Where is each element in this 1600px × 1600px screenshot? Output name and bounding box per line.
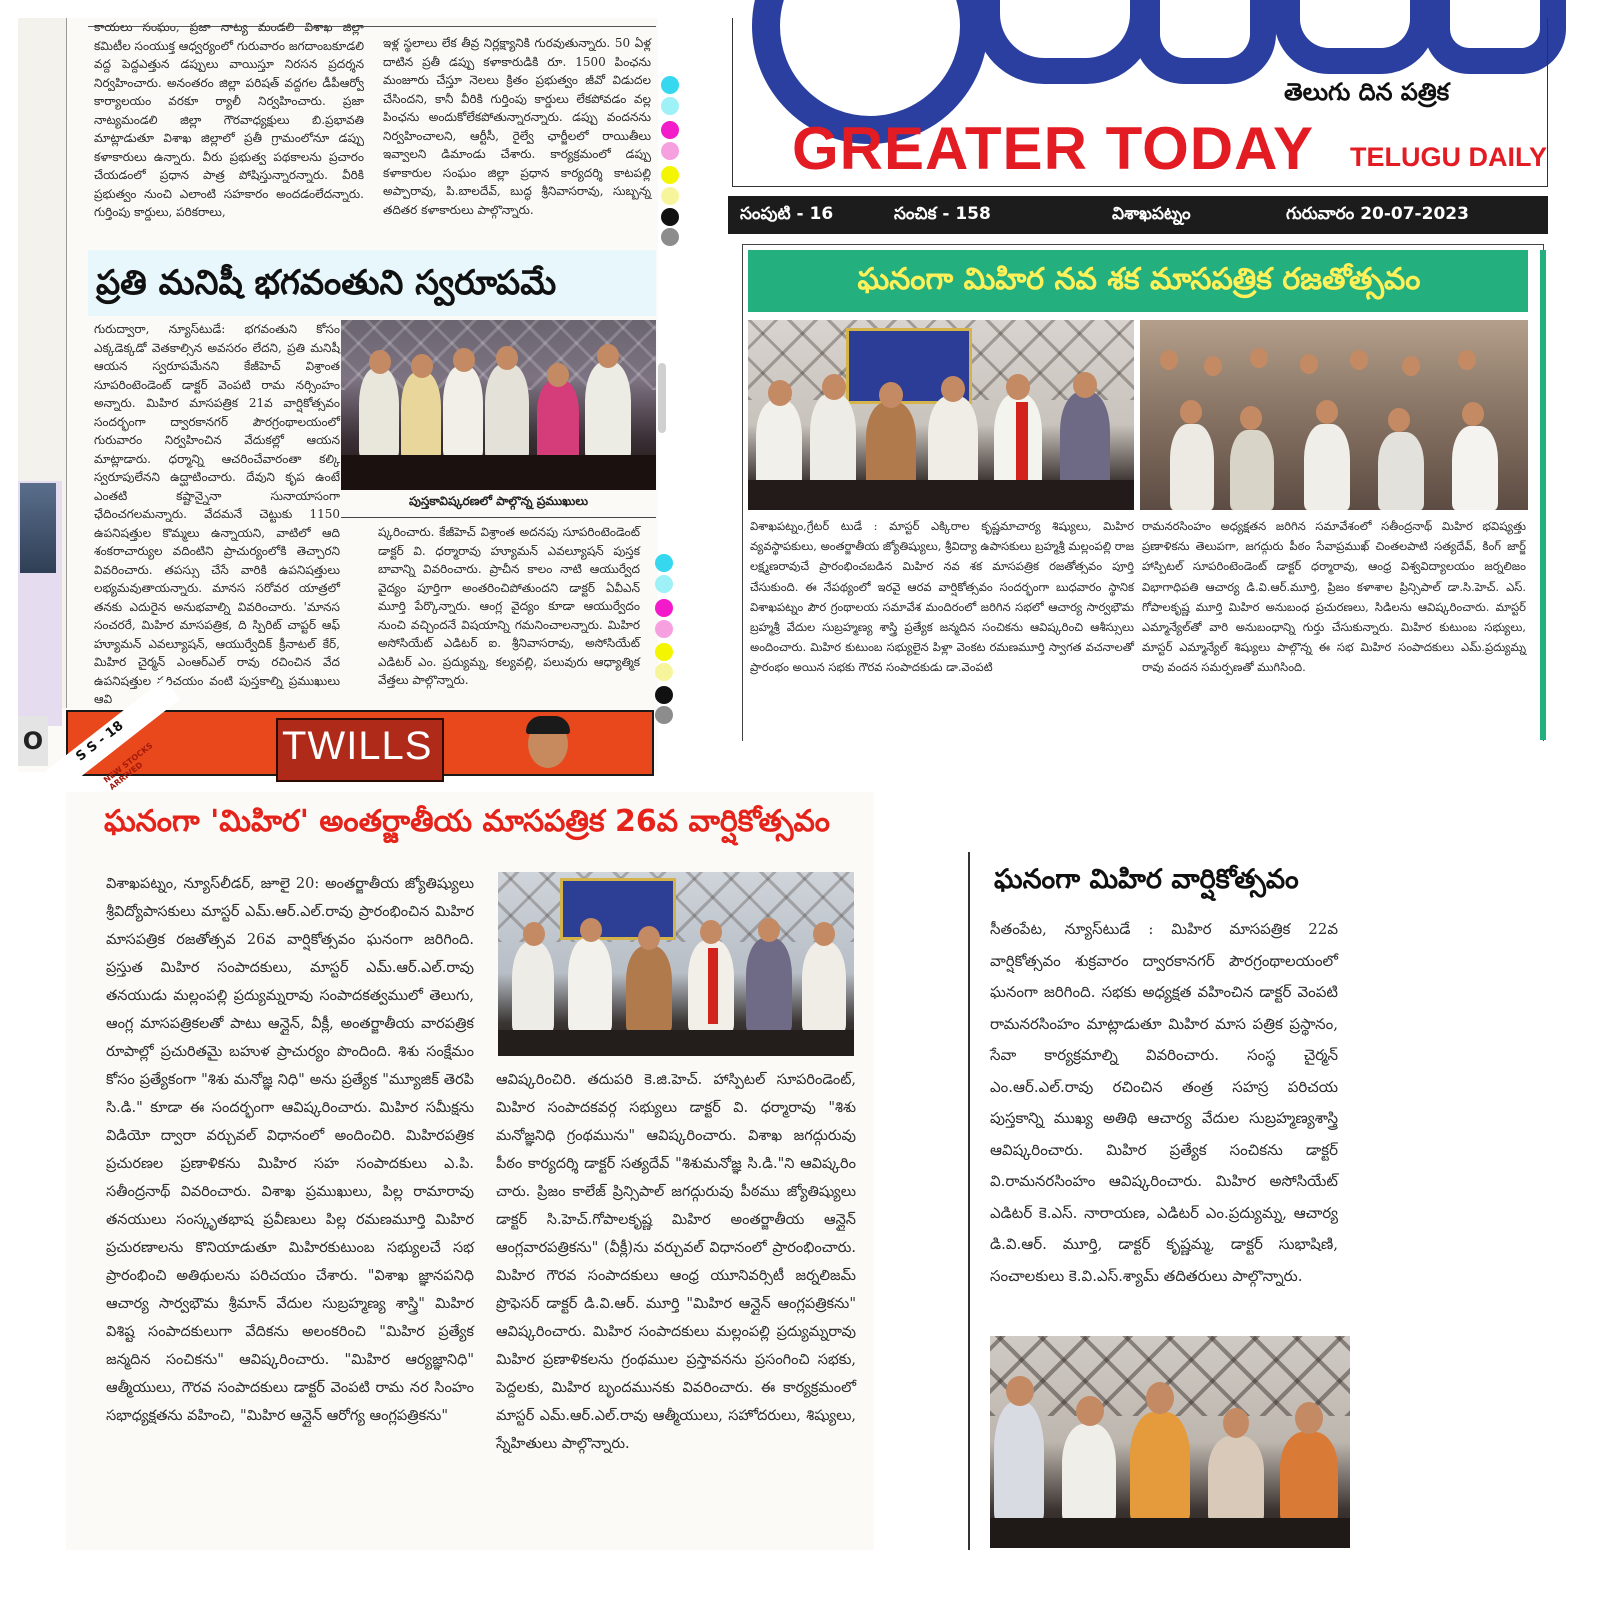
guest-1 [756,400,802,490]
audience-head-11 [1388,408,1410,432]
audience-head-3 [1250,348,1268,368]
guest-2 [810,394,856,490]
audience-body-5 [1452,426,1498,510]
person-2-head [411,354,433,378]
edge-letter: O [18,716,48,766]
photo-stage-guests [748,320,1134,510]
photo-table [341,455,656,490]
registration-mark-grey [661,228,679,246]
ad-brand: TWILLS [282,724,433,768]
scroll-handle [658,363,666,433]
person-3-head [453,348,475,372]
photo-table [990,1518,1350,1548]
audience-head-6 [1402,356,1420,376]
registration-mark-yellow-light-2 [655,663,673,681]
date-label: గురువారం 20-07-2023 [1286,204,1469,224]
participant-5-head [1295,1402,1323,1434]
registration-mark-black [661,208,679,226]
guest-6 [1060,392,1110,490]
audience-body-2 [1230,430,1274,510]
registration-mark-magenta-light-2 [655,620,673,638]
participant-2 [1062,1424,1116,1522]
telugu-subtitle: తెలుగు దిన పత్రిక [1284,78,1450,106]
ad-stocks: NEW STOCKS ARRIVED [101,740,155,792]
participant-4 [1208,1436,1264,1522]
photo-dignitaries [498,872,854,1056]
guest-4-head [941,376,965,402]
caption-underline [341,517,656,518]
article-text-col1: కాయలు సంఘం, ప్రజా నాట్య మండలి విశాఖ జిల్లా కమిటీల సంయుక్త ఆధ్వర్యంలో గురువారం జగదాంబకూడలి వద్ద పెద్దఎత్తున డప్పులు వాయిస్తూ నిరసన ప్రదర్శన నిర్వహించారు. అనంతరం జిల్లా పరిషత్ వద్దగల డీపీఆర్వో కార్యాలయం వరకూ ర్యాలీ నిర్వహించారు. ప్రజా నాట్యమండలి జిల్లా గౌరవాధ్యక్షులు బి.ప్రభావతి మాట్లాడుతూ విశాఖ జిల్లాలో ప్రతీ గ్రామంలోనూ డప్పు కళాకారులు ఉన్నారు. వీరు ప్రభుత్వ పథకాలను ప్రచారం చేయడంలో ప్రధాన పాత్ర పోషిస్తున్నారన్నారు. వీరికి ప్రభుత్వం నుంచి ఎలాంటి సహకారం అందడంలేదన్నారు. గుర్తింపు కార్డులు, పరికరాలు, [94,20,364,219]
dignitary-6 [802,942,846,1032]
guest-3 [866,402,916,490]
volume-label: సంపుటి - 16 [740,204,834,224]
registration-mark-cyan-2 [655,554,673,572]
dignitary-4-scarf [708,948,718,1024]
article-body-right: రామనరసింహం అధ్యక్షతన జరిగిన సమావేశంలో సతీంద్రనాథ్ మిహిర భవిష్యత్తు ప్రణాళికను తెలుపగా, జగద్గురు పీఠం సేవాప్రముఖ్ చింతలపాటి సత్యదేవ్, కింగ్ జార్జ్ హాస్పిటల్ సూపరింటెండెంట్ డాక్టర్ ధర్మారావు, ఆంధ్ర విశ్వవిద్యాలయం జర్నలిజం విభాగాధిపతి ఆచార్య డి.వి.ఆర్.మూర్తి, ప్రిజం కళాశాల ప్రిన్సిపాల్ డా.సి.హెచ్. ఎస్. గోపాలకృష్ణ మూర్తి మిహిర అనుబంధ ప్రచురణలు, సిడిలను ఆవిష్కరించారు. మాస్టర్ ఎమ్మాన్యేల్‌తో వారి అనుబంధాన్ని గుర్తు చేసుకున్నారు. మిహిర కుటుంబ సభ్యులు, మాస్టర్ ఎమ్మాన్యేల్ శిష్యులు పాల్గొన్న ఈ సభ మిహిర సంపాదకులు ఎమ్.ప్రద్యుమ్న రావు వందన సమర్పణతో ముగిసింది. [1142,519,1526,675]
photo-table [748,480,1134,510]
person-4 [485,364,529,460]
audience-head-5 [1350,350,1368,370]
photo-table [498,1030,854,1056]
article-body-right: ఆవిష్కరించిరి. తదుపరి కె.జి.హెచ్. హాస్పిటల్ సూపరిండెంట్, మిహిర సంపాదకవర్గ సభ్యులు డాక్టర్ వి. ధర్మారావు "శిశు మనోజ్ఞనిధి గ్రంథమును" ఆవిష్కరించారు. విశాఖ జగద్గురువు పీఠం కార్యదర్శి డాక్టర్ సత్యదేవ్ "శిశుమనోజ్ఞ సి.డి."ని ఆవిష్కరిం చారు. ప్రిజం కాలేజ్ ప్రిన్సిపాల్ జగద్గురువు పీఠము జ్యోతిష్యులు డాక్టర్ సి.హెచ్.గోపాలకృష్ణ మిహిర అంతర్జాతీయ ఆన్లైన్ ఆంగ్లవారపత్రికను" (వీక్లీ)ను వర్చువల్ విధానంలో ప్రారంభించారు. మిహిర గౌరవ సంపాదకులు ఆంధ్ర యూనివర్సిటీ జర్నలిజమ్ ప్రొఫెసర్ డాక్టర్ డి.వి.ఆర్. మూర్తి "మిహిర ఆన్లైన్ ఆంగ్లపత్రికను" ఆవిష్కరించారు. మిహిర సంపాదకులు మల్లంపల్లి ప్రద్యుమ్నరావు మిహిర ప్రణాళికలను గ్రంథముల ప్రస్తావనను ప్రసంగించి సభకు, పెద్దలకు, మిహిర బృందమునకు వివరించారు. ఈ కార్యక్రమంలో మాస్టర్ ఎమ్.ఆర్.ఎల్.రావు ఆత్మీయులు, సహోదరులు, శిష్యులు, స్నేహితులు పాల్గొన్నారు. [496,1072,856,1452]
photo-audience [1140,320,1528,510]
guest-5-head [1006,374,1030,400]
headline: ఘనంగా మిహిర వార్షికోత్సవం [994,864,1299,895]
dignitary-4-head [700,920,722,944]
headline: ఘనంగా 'మిహిర' అంతర్జాతీయ మాసపత్రిక 26వ వార్షికోత్సవం [104,804,830,839]
photo-release [990,1336,1350,1548]
dignitary-1 [512,942,554,1032]
audience-head-4 [1300,354,1318,374]
audience-head-8 [1180,400,1202,424]
registration-mark-yellow-2 [655,643,673,661]
participant-5 [1280,1432,1338,1522]
dignitary-2 [568,938,612,1032]
person-5 [537,380,579,460]
photo-banner [560,878,676,940]
article-body-left: విశాఖపట్నం, న్యూస్‌లీడర్, జూలై 20: అంతర్జాతీయ జ్యోతిష్యులు శ్రీవిద్యోపాసకులు మాస్టర్ ఎమ్.ఆర్.ఎల్.రావు ప్రారంభించిన మిహిర మాసపత్రిక రజతోత్సవ 26వ వార్షికోత్సవం ఘనంగా జరిగింది. ప్రస్తుత మిహిర సంపాదకులు, మాస్టర్ ఎమ్.ఆర్.ఎల్.రావు తనయుడు మల్లంపల్లి ప్రద్యుమ్నరావు సంపాదకత్వములో తెలుగు, ఆంగ్ల మాసపత్రికలతో పాటు ఆన్లైన్, వీక్లీ, అంతర్జాతీయ వారపత్రిక రూపాల్లో ప్రచురితమై బహుళ ప్రాచుర్యం పొందింది. శిశు సంక్షేమం కోసం ప్రత్యేకంగా "శిశు మనోజ్ఞ నిధి" అను ప్రత్యేక "మ్యూజిక్ తెరపి సి.డి." కూడా ఈ సందర్భంగా ఆవిష్కరించారు. మిహిర సమీక్షను విడియో ద్వారా వర్చువల్ విధానంలో అందించిరి. మిహిరపత్రిక ప్రచురణల ప్రణాళికను మిహిర సహ సంపాదకులు ఎ.పి. సతీంద్రనాథ్ వివరించారు. విశాఖ ప్రముఖులు, పిల్ల రామారావు తనయులు సంస్కృతభాష ప్రవీణులు పిల్ల రమణమూర్తి మిహిర ప్రచురణాలను కొనియాడుతూ మిహిరకుటుంబ సభ్యులచే సభ ప్రారంభించి అతిథులను పరిచయం చేశారు. "విశాఖ జ్ఞానపనిధి ఆచార్య సార్వభౌమ శ్రీమాన్ వేదుల సుబ్రహ్మణ్య శాస్త్రి" మిహిర విశిష్ట సంపాదకులుగా వేదికను అలంకరించి "మిహిర ప్రత్యేక జన్మదిన సంచికను" ఆవిష్కరించారు. "మిహిర ఆర్యజ్ఞానిధి" ఆత్మీయులు, గౌరవ సంపాదకులు డాక్టర్ వెంపటి రామ నర సింహం సభాధ్యక్షతను వహించి, "మిహిర ఆన్లైన్ ఆరోగ్య ఆంగ్లపత్రికను" [106,876,474,1424]
audience-head-1 [1160,350,1178,370]
dignitary-5 [746,938,792,1032]
info-bar [728,196,1548,234]
person-3 [443,366,483,458]
audience-head-7 [1458,350,1476,370]
issue-label: సంచిక - 158 [894,204,991,224]
guest-3-head [879,382,903,408]
photo-book-release [341,320,656,490]
person-1-head [369,350,391,374]
person-2 [401,372,441,460]
clipping-news-leader [66,792,874,1550]
ad-model-hair [526,716,570,734]
registration-mark-cyan-light-2 [655,575,673,593]
audience-head-12 [1462,402,1484,426]
registration-mark-magenta-light [661,142,679,160]
dignitary-5-head [758,918,780,942]
guest-5-scarf [1016,402,1028,482]
dignitary-6-head [813,922,835,946]
dignitary-3-head [638,926,660,950]
ad-badge: S S - 18 [73,718,127,765]
photo-lattice [498,872,854,942]
registration-mark-cyan-light [661,97,679,115]
dignitary-3 [626,946,672,1032]
audience-head-2 [1204,356,1222,376]
person-6-head [597,344,619,368]
audience-body-1 [1170,424,1214,510]
photo-caption: పుస్తకావిష్కరణలో పాల్గొన్న ప్రముఖులు [408,494,588,508]
participant-1-head [1006,1376,1034,1406]
registration-mark-magenta-2 [655,599,673,617]
guest-2-head [822,374,846,400]
registration-mark-magenta [661,121,679,139]
divider-line [88,26,656,27]
headline: ప్రతి మనిషీ భగవంతుని స్వరూపమే [96,263,557,303]
clipping-greater-today [724,18,1548,740]
participant-2-head [1076,1396,1104,1426]
right-accent-bar [1540,250,1546,740]
cutoff-column [18,18,67,708]
article-body-left: గురుద్వారా, న్యూస్‌టుడే: భగవంతుని కోసం ఎక్కడెక్కడో వెతకాల్సిన అవసరం లేదని, ప్రతి మనిషీ ఆయన స్వరూపమేనని కేజీహెచ్ విశ్రాంత సూపరింటెండెంట్ డాక్టర్ వెంపటి రామ నర్సింహం అన్నారు. మిహిర మాసపత్రిక 21వ వార్షికోత్సవం సందర్భంగా ద్వారకానగర్ పౌరగ్రంథాలయంలో గురువారం నిర్వహించిన వేదుకల్లో ఆయన మాట్లాడారు. ధర్మాన్ని ఆచరించేవారంతా కల్కి స్వరూపులేనని ఉద్ఘాటించారు. దేవుని కృప ఉంటే ఎంతటి కష్టాన్నైనా సునాయాసంగా ఛేదించగలమన్నారు. వేదమనే చెట్టుకు 1150 ఉపనిషత్తుల కొమ్మలు ఉన్నాయని, వాటిలో ఆది శంకరాచార్యుల వదింటిని ప్రాచుర్యంలోకి తెచ్చారని వివరించారు. తపస్సు చేసే వారికి ఉపనిషత్తులు లభ్యమవుతాయన్నారు. మానస సరోవర యాత్రలో తనకు ఎదురైన అనుభవాల్ని వివరించారు. 'మానస సంచరరే, మిహిర మాసపత్రిక, ది స్పిరిట్ చాప్టర్ ఆఫ్ హ్యూమన్ ఎవల్యూషన్, ఆయుర్వేదిక్ క్రీనాటల్ కేర్, మిహిర చైర్మన్ ఎంఆర్ఎల్ రావు రచించిన వేద ఉపనిషత్తుల పరిచయం వంటి పుస్తకాల్ని ప్రముఖులు ఆవి [94,322,340,706]
headline: ఘనంగా మిహిర నవ శక మాసపత్రిక రజతోత్సవం [857,262,1421,297]
registration-mark-yellow-light [661,187,679,205]
article-body: సీతంపేట, న్యూస్‌టుడే : మిహిర మాసపత్రిక 22వ వార్షికోత్సవం శుక్రవారం ద్వారకానగర్ పౌరగ్రంథాలయంలో ఘనంగా జరిగింది. సభకు అధ్యక్షత వహించిన డాక్టర్ వెంపటి రామనరసింహం మాట్లాడుతూ మిహిర మాస పత్రిక ప్రస్థానం, సేవా కార్యక్రమాల్ని వివరించారు. సంస్థ చైర్మన్ ఎం.ఆర్.ఎల్.రావు రచించిన తంత్ర సహస్ర పరిచయ పుస్తకాన్ని ముఖ్య అతిథి ఆచార్య వేదుల సుబ్రహ్మణ్యశాస్త్రి ఆవిష్కరించారు. మిహిర ప్రత్యేక సంచికను డాక్టర్ వి.రామనరసింహం ఆవిష్కరించారు. మిహిర అసోసియేట్ ఎడిటర్ కె.ఎస్. నారాయణ, ఎడిటర్ ఎం.ప్రద్యుమ్న, ఆచార్య డి.వి.ఆర్. మూర్తి, డాక్టర్ కృష్ణమ్మ, డాక్టర్ సుభాషిణి, సంచాలకులు కె.వి.ఎస్.శ్యామ్ తదితరులు పాల్గొన్నారు. [990,920,1338,1285]
clipping-eenadu-seethampeta [968,852,1350,1550]
guest-1-head [768,380,792,406]
participant-1 [994,1402,1044,1522]
audience-head-10 [1316,400,1338,424]
article-body-right: ష్కరించారు. కేజీహెచ్ విశ్రాంత అదనపు సూపరింటెండెంట్ డాక్టర్ వి. ధర్మారావు హ్యూమన్ ఎవల్యూషన్ పుస్తక బావాన్ని వివరించారు. ప్రాచీన కాలం నాటి ఆయుర్వేద వైద్యం పూర్తిగా అంతరించిపోతుందని డాక్టర్ ఏవీఎన్ మూర్తి పేర్కొన్నారు. ఆంగ్ల వైద్యం కూడా ఆయుర్వేదం నుంచి వచ్చిందనే విషయాన్ని గమనించాలన్నారు. మిహిర అసోసియేట్ ఎడిటర్ ఐ. శ్రీనివాసరావు, అసోసియేట్ ఎడిటర్ ఎం. ప్రద్యుమ్న, కల్యవల్లి, పలువురు ఆధ్యాత్మిక వేత్తలు పాల్గొన్నారు. [378,525,640,687]
audience-head-9 [1240,406,1262,430]
person-6 [585,362,631,460]
city-label: విశాఖపట్నం [1112,204,1191,224]
participant-3-head [1146,1382,1174,1414]
guest-6-head [1073,372,1097,398]
cutoff-photo [20,483,56,573]
registration-mark-grey-2 [655,706,673,724]
registration-mark-yellow [661,166,679,184]
article-text-col2: ఇళ్ల స్థలాలు లేక తీవ్ర నిర్లక్ష్యానికి గురవుతున్నారు. 50 ఏళ్ల దాటిన ప్రతీ డప్పు కళాకారుడికి రూ. 1500 పింఛను మంజూరు చేస్తూ నెలలు క్రితం ప్రభుత్వం జీవో విడుదల చేసిందని, కానీ వీరికి గుర్తింపు కార్డులు లేకపోవడం వల్ల పింఛను అందుకోలేకపోతున్నారన్నారు. డప్పు వందనను నిర్వహించాలని, ఆర్టీసీ, రైల్వే ఛార్జీలలో రాయితీలు ఇవ్వాలని డిమాండు చేశారు. కార్యక్రమంలో డప్పు కళాకారుల సంఘం జిల్లా ప్రధాన కార్యదర్శి కాటపల్లి అప్పారావు, పి.బాలదేవ్, బుద్ధ శ్రీనివాసరావు, సుబ్బన్న తదితర కళాకారులు పాల్గొన్నారు. [383,36,651,217]
dignitary-2-head [580,918,602,942]
participant-4-head [1223,1408,1249,1438]
article-body-left: విశాఖపట్నం,గ్రేటర్ టుడే : మాస్టర్ ఎక్కిరాల కృష్ణమాచార్య శిష్యులు, మిహిర వ్యవస్థాపకులు, అంతర్జాతీయ జ్యోతిష్యులు, శ్రీవిద్యా ఉపాసకులు బ్రహ్మశ్రీ మల్లంపల్లి రాజ లక్ష్మణరావుచే ప్రారంభించబడిన మిహిర నవ శక మాసపత్రిక రజతోత్సవం పూర్తి చేసుకుంది. ఈ నేపథ్యంలో ఇరవై ఆరవ వార్షికోత్సవం సందర్భంగా బుధవారం స్థానిక విశాఖపట్నం పౌర గ్రంథాలయ సమావేశ మందిరంలో జరిగిన సభలో ఆచార్య సార్వభౌమ బ్రహ్మశ్రీ వేదుల సుబ్రహ్మణ్య శాస్త్రి ప్రత్యేక జన్మదిన సంచికను ఆవిష్కరించి ఆశీస్సులు అందించారు. మిహిర కుటుంబ సభ్యులైన పిళ్లా వెంకట రమణమూర్తి స్వాగత వచనాలతో ప్రారంభం అయిన సభకు గౌరవ సంపాదకుడు డా.వెంపటి [750,519,1134,675]
person-4-head [496,346,518,370]
person-1 [359,368,399,458]
registration-mark-cyan [661,76,679,94]
guest-4 [928,396,978,490]
advertisement [66,710,654,792]
registration-mark-black-2 [655,686,673,704]
audience-body-4 [1378,432,1424,510]
person-5-head [547,363,569,387]
masthead-tag: TELUGU DAILY [1350,142,1548,172]
masthead-title: GREATER TODAY [792,115,1314,182]
dignitary-1-head [523,922,545,946]
participant-3 [1130,1412,1190,1522]
audience-body-3 [1304,424,1350,510]
clipping-eenadu [18,18,658,792]
